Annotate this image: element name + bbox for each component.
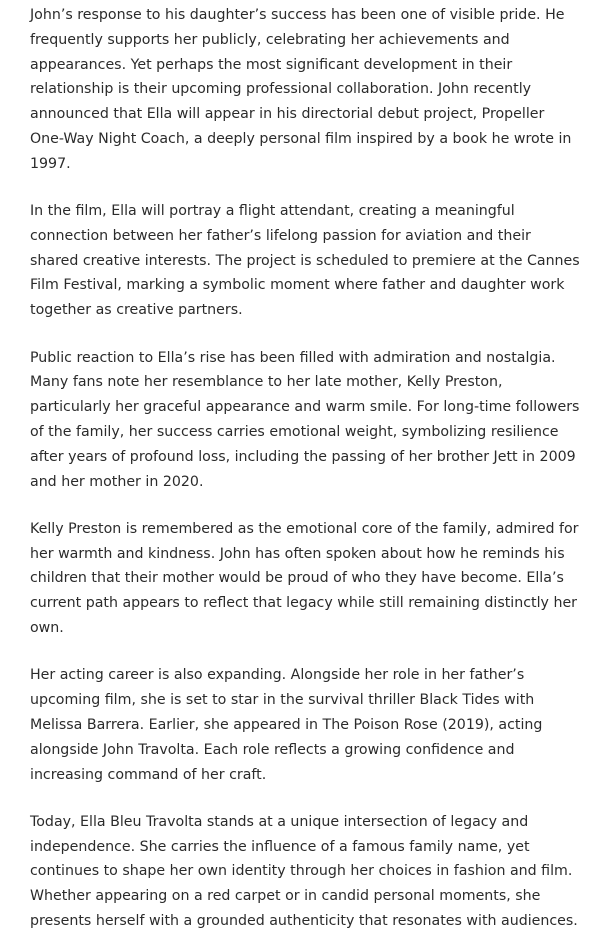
article-paragraph: Today, Ella Bleu Travolta stands at a unique intersection of legacy and independence. She carries the influence of a famous family name, yet continues to shape her own identity through her choices in fashion and film. Whether appearing on a red carpet or in candid personal moments, she presents herself with a grounded authenticity that resonates with audiences. — [30, 813, 578, 929]
article-paragraph: Public reaction to Ella’s rise has been filled with admiration and nostalgia. Many fans note her resemblance to her late mother, Kelly Preston, particularly her graceful appearance and warm smile. For long-time followers of the family, her success carries emotional weight, symbolizing resilience after years of profound loss, including the passing of her brother Jett in 2009 and her mother in 2020. — [30, 349, 580, 490]
article-paragraph: Kelly Preston is remembered as the emotional core of the family, admired for her warmth and kindness. John has often spoken about how he reminds his children that their mother would be proud of who they have become. Ella’s current path appears to reflect that legacy while still remaining distinctly her own. — [30, 520, 579, 637]
article-paragraph: Her acting career is also expanding. Alongside her role in her father’s upcoming film, she is set to star in the survival thriller Black Tides with Melissa Barrera. Earlier, she appeared in The Poison Rose (2019), acting alongside John Travolta. Each role reflects a growing confidence and increasing command of her craft. — [30, 667, 543, 783]
article-paragraph: In the film, Ella will portray a flight attendant, creating a meaningful connection between her father’s lifelong passion for aviation and their shared creative interests. The project is scheduled to premiere at the Cannes Film Festival, marking a symbolic moment where father and daughter work together as creative partners. — [30, 203, 580, 319]
article-paragraph: John’s response to his daughter’s success has been one of visible pride. He frequently supports her publicly, celebrating her achievements and appearances. Yet perhaps the most significant development in their relationship is their upcoming professional collaboration. John recently announced that Ella will appear in his directorial debut project, Propeller One-Way Night Coach, a deeply personal film inspired by a book he wrote in 1997. — [30, 7, 572, 172]
